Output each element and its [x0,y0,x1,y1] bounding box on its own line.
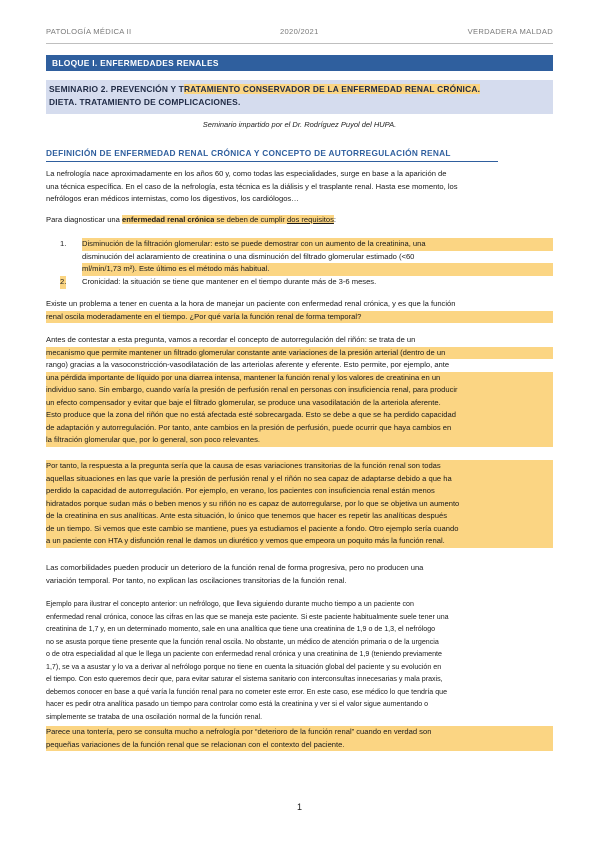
paragraph-line: individuo sano. Sin embargo, cuando varía la presión de perfusión renal en personas con insuficiencia renal, para producir [46,384,553,397]
seminar-title-part2: RATAMIENTO CONSERVADOR DE LA ENFERMEDAD RENAL CRÓNICA. [183,84,481,94]
header-subject: PATOLOGÍA MÉDICA II [46,27,132,36]
paragraph-line: Existe un problema a tener en cuenta a la hora de manejar un paciente con enfermedad renal crónica, y es que la función [46,299,456,308]
paragraph-line: Por tanto, la respuesta a la pregunta sería que la causa de esas variaciones transitorias de la función renal son todas [46,460,553,473]
highlight-erc: enfermedad renal crónica [122,215,215,224]
paragraph-line: de un tiempo. Si vemos que este cambio se mantiene, pues ya estudiamos el paciente a fondo. Otro ejemplo sería cuando [46,523,553,536]
seminar-title-line1 [49,83,549,96]
paragraph-line: de la creatinina en sus analíticas. Ante esta situación, lo único que tenemos que hacer es repetir las analíticas después [46,510,553,523]
paragraph-line: Las comorbilidades pueden producir un deterioro de la función renal de forma progresiva, pero no producen una [46,563,424,572]
seminar-title-part1: SEMINARIO 2. PREVENCIÓN Y T [49,84,184,94]
paragraph-line: renal oscila moderadamente en el tiempo. ¿Por qué varía la función renal de forma temporal? [46,311,553,324]
paragraph-line: Cronicidad: la situación se tiene que mantener en el tiempo durante más de 3-6 meses. [82,277,377,286]
paragraph-intro [46,168,553,206]
paragraph-line: mecanismo que permite mantener un filtrado glomerular constante ante variaciones de la presión arterial (dentro de un [46,347,553,360]
paragraph-line: variación temporal. Por tanto, no explican las oscilaciones transitorias de la función renal. [46,575,347,585]
paragraph-line: un efecto compensador y evitar que baje el filtrado glomerular, se produce una vasodilatación de la arteriola aferente. [46,397,553,410]
highlight-requisitos: dos requisitos [287,215,334,224]
seminar-lecturer: Seminario impartido por el Dr. Rodríguez Puyol del HUPA. [202,120,397,129]
header-divider [46,43,553,44]
paragraph-line: nefrólogos eran médicos internistas, como los digestivos, los cardiólogos… [46,194,299,203]
paragraph-diagnosis [46,214,553,227]
section-underline [46,161,498,162]
paragraph-line: el tiempo. Con esto queremos decir que, para evitar saturar el sistema sanitario con interconsultas innecesarias y mala praxis, [46,675,443,683]
paragraph-line [46,214,553,227]
seminar-title [46,80,553,114]
paragraph-line: la filtración glomerular que, por lo general, son poco relevantes. [46,434,553,447]
paragraph-line: Antes de contestar a esta pregunta, vamos a recordar el concepto de autorregulación del riñón: se trata de un [46,335,416,344]
paragraph-line: una pérdida importante de líquido por una diarrea intensa, mantener la función renal y los valores de creatinina en un [46,372,553,385]
text-run: Para diagnosticar una [46,215,122,224]
paragraph-autoregulation [46,334,553,447]
page-number: 1 [296,802,302,812]
list-number: 2. [60,276,66,289]
section-title: DEFINICIÓN DE ENFERMEDAD RENAL CRÓNICA Y CONCEPTO DE AUTORREGULACIÓN RENAL [46,148,451,158]
paragraph-answer [46,460,553,548]
paragraph-line: rango) gracias a la vasoconstricción-vasodilatación de las arteriolas aferente y eferente. Esto permite, por ejemplo, ante [46,360,450,369]
text-run: : [333,215,337,224]
paragraph-line: pequeñas variaciones de la función renal que se relacionan con el contexto del paciente. [46,739,553,752]
paragraph-comorbidities [46,562,553,587]
header-author: VERDADERA MALDAD [467,27,553,36]
paragraph-line: Parece una tontería, pero se consulta mucho a nefrología por “deterioro de la función renal” cuando en verdad son [46,726,553,739]
list-text [82,276,553,289]
header-year: 2020/2021 [280,27,319,36]
paragraph-line: disminución del aclaramiento de creatinina o una disminución del filtrado glomerular estimado (<60 [82,251,415,261]
paragraph-line: o de otra especialidad al que le llega un paciente con enfermedad renal crónica y una creatinina de 1,9 (teniendo previamente [46,650,442,658]
paragraph-line: ml/min/1,73 m²). Este último es el método más habitual. [82,263,553,276]
paragraph-line: una técnica específica. En el caso de la nefrología, esta técnica es la diálisis y el trasplante renal. Hasta ese momento, los [46,181,458,191]
paragraph-line: debemos conocer en base a qué varía la función renal para no cometer este error. En este caso, ese médico lo que tendría que [46,687,448,696]
paragraph-line: simplemente se trataba de una oscilación normal de la función renal. [46,712,263,721]
block-title: BLOQUE I. ENFERMEDADES RENALES [46,55,553,71]
list-number: 1. [60,239,67,248]
paragraph-line: La nefrología nace aproximadamente en los años 60 y, como todas las especialidades, surge en base a la aparición de [46,169,447,178]
running-header [46,27,553,41]
text-run: se deben de cumplir [214,215,288,224]
paragraph-line: hacer es pedir otra analítica pasado un tiempo para controlar como está la creatinina y ver si el valor sigue aumentando o [46,700,429,708]
paragraph-line: Ejemplo para ilustrar el concepto anterior: un nefrólogo, que lleva siguiendo durante mucho tiempo a un paciente con [46,600,414,608]
paragraph-line: a un paciente con HTA y disfunción renal le damos un diurético y vemos que empeora un poquito más la función renal. [46,535,553,548]
paragraph-line: aquellas situaciones en las que varíe la presión de perfusión renal y el riñón no sea capaz de adaptarse debido a que ha [46,473,553,486]
paragraph-line: no se asusta porque tiene presente que la función renal oscila. No obstante, un médico de atención primaria o de la urgencia [46,637,439,646]
paragraph-line: 1,7), se va a asustar y lo va a derivar al nefrólogo porque no tiene en cuenta la situación global del paciente y su evolución en [46,662,442,671]
paragraph-line: Esto produce que la zona del riñón que no está afectada esté sobrecargada. Esto se debe a que se ha perdido capacidad [46,409,553,422]
paragraph-line: creatinina de 1,7 y, en un determinado momento, sale en una analítica que tiene una creatinina de 1,9 o de 1,3, el nefrólogo [46,625,436,633]
paragraph-example [46,598,553,723]
paragraph-conclusion [46,726,553,751]
paragraph-line: de adaptación y autorregulación. Por tanto, ante cambios en la presión de perfusión, puede ocurrir que haya cambios en [46,422,553,435]
paragraph-line: hidratados porque sudan más o beben menos y su riñón no es capaz de autorregularse, por lo que se objetiva un aumento [46,498,553,511]
paragraph-line: enfermedad renal crónica, conoce las cifras en las que se maneja este paciente. Si este paciente habitualmente suele tener una [46,612,449,621]
paragraph-line: perdido la capacidad de autorregulación. Por ejemplo, en verano, los pacientes con insuficiencia renal están menos [46,485,553,498]
seminar-title-line2: DIETA. TRATAMIENTO DE COMPLICACIONES. [49,97,241,107]
paragraph-problem [46,298,553,323]
paragraph-line: Disminución de la filtración glomerular: esto se puede demostrar con un aumento de la creatinina, una [82,238,553,251]
list-text [82,238,553,276]
